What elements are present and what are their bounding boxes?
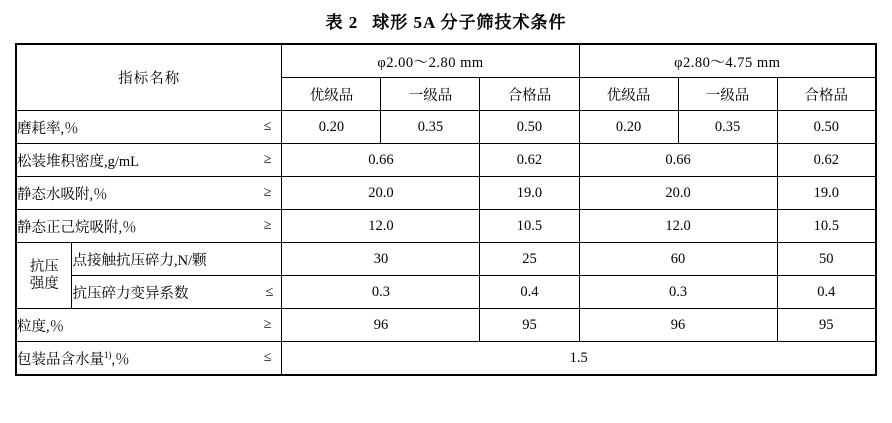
cell-value: 0.4 xyxy=(480,276,579,309)
row-operator: ≤ xyxy=(263,119,272,134)
cell-value: 10.5 xyxy=(777,210,876,243)
table-caption xyxy=(0,0,892,43)
cell-value: 10.5 xyxy=(480,210,579,243)
sub-row-label-crush-cv xyxy=(72,276,282,309)
row-operator: ≥ xyxy=(263,317,272,332)
grade-header-5: 一级品 xyxy=(678,78,777,111)
cell-value: 0.62 xyxy=(480,144,579,177)
row-label-crush-strength xyxy=(16,243,72,309)
table-row xyxy=(16,177,876,210)
sub-row-label-point-crush xyxy=(72,243,282,276)
cell-value: 0.50 xyxy=(480,111,579,144)
row-label-abrasion xyxy=(16,111,282,144)
footnote-marker: 1) xyxy=(103,349,112,360)
row-name: 静态水吸附,％ xyxy=(16,186,108,203)
cell-value: 0.50 xyxy=(777,111,876,144)
cell-value: 20.0 xyxy=(579,177,777,210)
row-operator: ≥ xyxy=(263,185,272,200)
table-row xyxy=(16,243,876,276)
cell-value: 95 xyxy=(777,309,876,342)
size-group-header-1: φ2.00～2.80 mm xyxy=(282,44,579,78)
cell-value: 1.5 xyxy=(282,342,876,376)
table-row xyxy=(16,144,876,177)
cell-value: 19.0 xyxy=(480,177,579,210)
cell-value: 0.62 xyxy=(777,144,876,177)
cell-value: 60 xyxy=(579,243,777,276)
table-row xyxy=(16,309,876,342)
cell-value: 0.35 xyxy=(381,111,480,144)
index-name-header: 指标名称 xyxy=(16,44,282,111)
row-operator: ≤ xyxy=(263,350,272,365)
sub-row-name: 点接触抗压碎力,N/颗 xyxy=(72,252,207,269)
table-number: 表 2 xyxy=(325,13,359,32)
table-row xyxy=(16,111,876,144)
row-name-unit: ,％ xyxy=(111,351,130,368)
cell-value: 0.20 xyxy=(579,111,678,144)
cell-value: 50 xyxy=(777,243,876,276)
cell-value: 96 xyxy=(579,309,777,342)
cell-value: 0.3 xyxy=(282,276,480,309)
grade-header-2: 一级品 xyxy=(381,78,480,111)
cell-value: 12.0 xyxy=(579,210,777,243)
sub-row-name: 抗压碎力变异系数 xyxy=(72,285,189,302)
cell-value: 0.35 xyxy=(678,111,777,144)
cell-value: 20.0 xyxy=(282,177,480,210)
row-name: 磨耗率,％ xyxy=(16,120,79,137)
cell-value: 0.4 xyxy=(777,276,876,309)
cell-value: 0.20 xyxy=(282,111,381,144)
cell-value: 0.66 xyxy=(282,144,480,177)
row-name xyxy=(17,348,130,369)
sub-row-operator: ≤ xyxy=(265,283,274,300)
cell-value: 96 xyxy=(282,309,480,342)
cell-value: 30 xyxy=(282,243,480,276)
row-name-text: 包装品含水量 xyxy=(16,351,104,368)
table-header-row-1 xyxy=(16,44,876,78)
spec-table xyxy=(15,43,877,376)
table-row xyxy=(16,276,876,309)
row-label-bulk-density xyxy=(16,144,282,177)
cell-value: 25 xyxy=(480,243,579,276)
cell-value: 12.0 xyxy=(282,210,480,243)
row-name: 粒度,％ xyxy=(16,318,65,335)
crush-strength-line2: 强度 xyxy=(29,275,59,292)
size-group-header-2: φ2.80～4.75 mm xyxy=(579,44,876,78)
cell-value: 0.3 xyxy=(579,276,777,309)
grade-header-1: 优级品 xyxy=(282,78,381,111)
grade-header-6: 合格品 xyxy=(777,78,876,111)
row-operator: ≥ xyxy=(263,218,272,233)
cell-value: 95 xyxy=(480,309,579,342)
table-row xyxy=(16,342,876,376)
grade-header-4: 优级品 xyxy=(579,78,678,111)
crush-strength-line1: 抗压 xyxy=(29,258,59,275)
row-label-packaged-moisture xyxy=(16,342,282,376)
row-label-hexane-adsorption xyxy=(16,210,282,243)
grade-header-3: 合格品 xyxy=(480,78,579,111)
cell-value: 0.66 xyxy=(579,144,777,177)
row-name: 松装堆积密度,g/mL xyxy=(16,153,140,170)
table-row xyxy=(16,210,876,243)
table-title: 球形 5A 分子筛技术条件 xyxy=(372,13,567,32)
row-label-particle-size xyxy=(16,309,282,342)
row-operator: ≥ xyxy=(263,152,272,167)
cell-value: 19.0 xyxy=(777,177,876,210)
row-label-water-adsorption xyxy=(16,177,282,210)
row-name: 静态正己烷吸附,％ xyxy=(16,219,137,236)
